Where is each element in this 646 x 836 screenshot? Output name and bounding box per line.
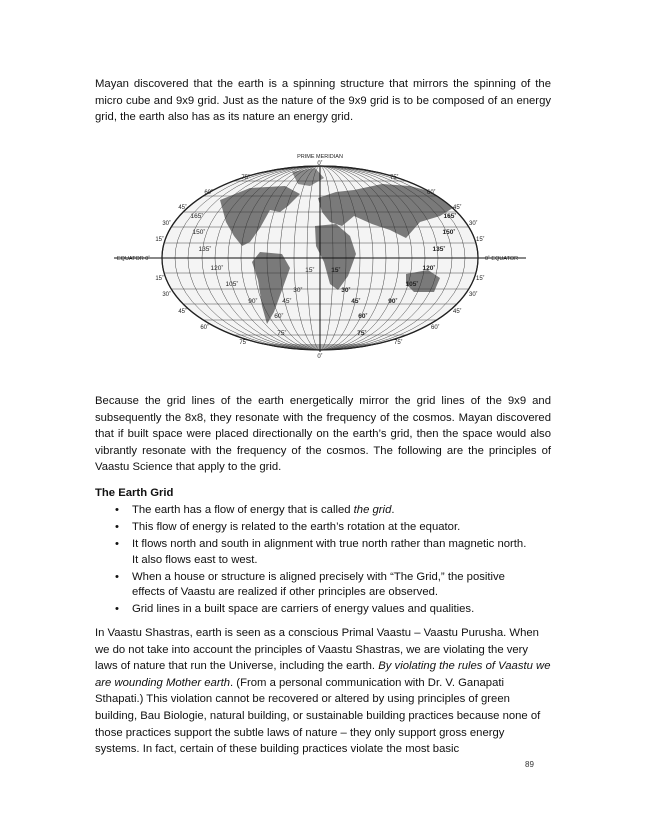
section-heading: The Earth Grid — [95, 487, 174, 499]
intro-paragraph: Mayan discovered that the earth is a spinning structure that mirrors the spinning of the micro cube and 9x9 grid. Just as the nature of the 9x9 grid is to be composed of an energy grid, the earth also has as its nature an energy grid. — [95, 78, 551, 124]
lat-label: 15˚ — [155, 276, 164, 282]
lon-label: 60˚ — [274, 313, 284, 320]
lon-label: 135˚ — [198, 246, 212, 253]
lon-label: 90˚ — [388, 298, 398, 305]
lat-label: 45˚ — [453, 309, 462, 315]
lat-label: 45˚ — [178, 205, 187, 211]
lon-label: 30˚ — [293, 287, 303, 294]
zero-top-label: 0˚ — [317, 161, 323, 167]
lon-label: 30˚ — [341, 287, 351, 294]
lat-label: 45˚ — [178, 309, 187, 315]
lon-label: 105˚ — [405, 281, 419, 288]
lon-label: 75˚ — [277, 330, 287, 337]
list-item: • Grid lines in a built space are carriers of energy values and qualities. — [115, 603, 475, 615]
lat-label: 75˚ — [239, 340, 248, 346]
principles-list — [95, 503, 535, 619]
lat-label: 75˚ — [241, 175, 250, 181]
lon-label: 150˚ — [192, 229, 206, 236]
grid-resonance-paragraph: Because the grid lines of the earth energetically mirror the grid lines of the 9x9 and subsequently the 8x8, they resonate with the frequency of the cosmos. Mayan discovered that if built space were placed directionally on the earth’s grid, then the space would also vibrantly resonate with the frequency of the cosmos. The following are the principles of Vaastu Science that apply to the grid. — [95, 395, 551, 474]
lon-label: 150˚ — [442, 229, 456, 236]
lon-label: 105˚ — [225, 281, 239, 288]
lat-label: 30˚ — [162, 221, 171, 227]
lon-label: 75˚ — [357, 330, 367, 337]
list-item: • This flow of energy is related to the earth’s rotation at the equator. — [115, 521, 461, 533]
lat-label: 60˚ — [200, 325, 209, 331]
lon-label: 45˚ — [351, 298, 361, 305]
lat-label: 75˚ — [390, 175, 399, 181]
lon-label: 120˚ — [210, 265, 224, 272]
equator-right-label: 0˚ EQUATOR — [485, 256, 519, 262]
lat-label: 60˚ — [431, 325, 440, 331]
lon-label: 120˚ — [422, 265, 436, 272]
lon-label: 90˚ — [248, 298, 258, 305]
lat-label: 75˚ — [394, 340, 403, 346]
lat-label: 60˚ — [427, 190, 436, 196]
page-number: 89 — [525, 760, 534, 769]
lat-label: 15˚ — [476, 237, 485, 243]
prime-meridian-label: PRIME MERIDIAN — [297, 154, 343, 160]
lon-label: 165˚ — [443, 213, 457, 220]
lon-label: 15˚ — [305, 267, 315, 274]
lon-label: 45˚ — [282, 298, 292, 305]
world-grid-map — [110, 150, 530, 362]
zero-bottom-label: 0˚ — [317, 354, 323, 360]
equator-left-label: EQUATOR 0˚ — [117, 256, 151, 262]
lat-label: 15˚ — [155, 237, 164, 243]
lon-label: 165˚ — [190, 213, 204, 220]
list-item: • The earth has a flow of energy that is called the grid. — [115, 504, 395, 516]
lat-label: 30˚ — [469, 292, 478, 298]
list-item: • When a house or structure is aligned precisely with “The Grid,” the positive effects of Vaastu are realized if other principles are observed. — [115, 570, 505, 598]
lon-label: 60˚ — [358, 313, 368, 320]
lat-label: 60˚ — [204, 190, 213, 196]
lat-label: 30˚ — [469, 221, 478, 227]
lon-label: 135˚ — [432, 246, 446, 253]
world-grid-map-svg — [110, 150, 530, 362]
list-item: • It flows north and south in alignment with true north rather than magnetic north. It also flows east to west. — [115, 538, 527, 566]
vaastu-purusha-paragraph: In Vaastu Shastras, earth is seen as a conscious Primal Vaastu – Vaastu Purusha. When we do not take into account the principles of Vaastu Shastras, we are violating the very laws of nature that run the Universe, including the earth. By violating the rules of Vaastu we are wounding Mother earth. (From a personal communication with Dr. V. Ganapati Sthapati.) This violation cannot be recovered or altered by using principles of green building, Bau Biologie, natural building, or sustainable building practices because none of those practices support the subtle laws of nature – they only support gross energy systems. In fact, certain of these building practices violate the most basic — [95, 627, 551, 756]
lon-label: 15˚ — [331, 267, 341, 274]
lat-label: 45˚ — [453, 205, 462, 211]
lat-label: 30˚ — [162, 292, 171, 298]
lat-label: 15˚ — [476, 276, 485, 282]
